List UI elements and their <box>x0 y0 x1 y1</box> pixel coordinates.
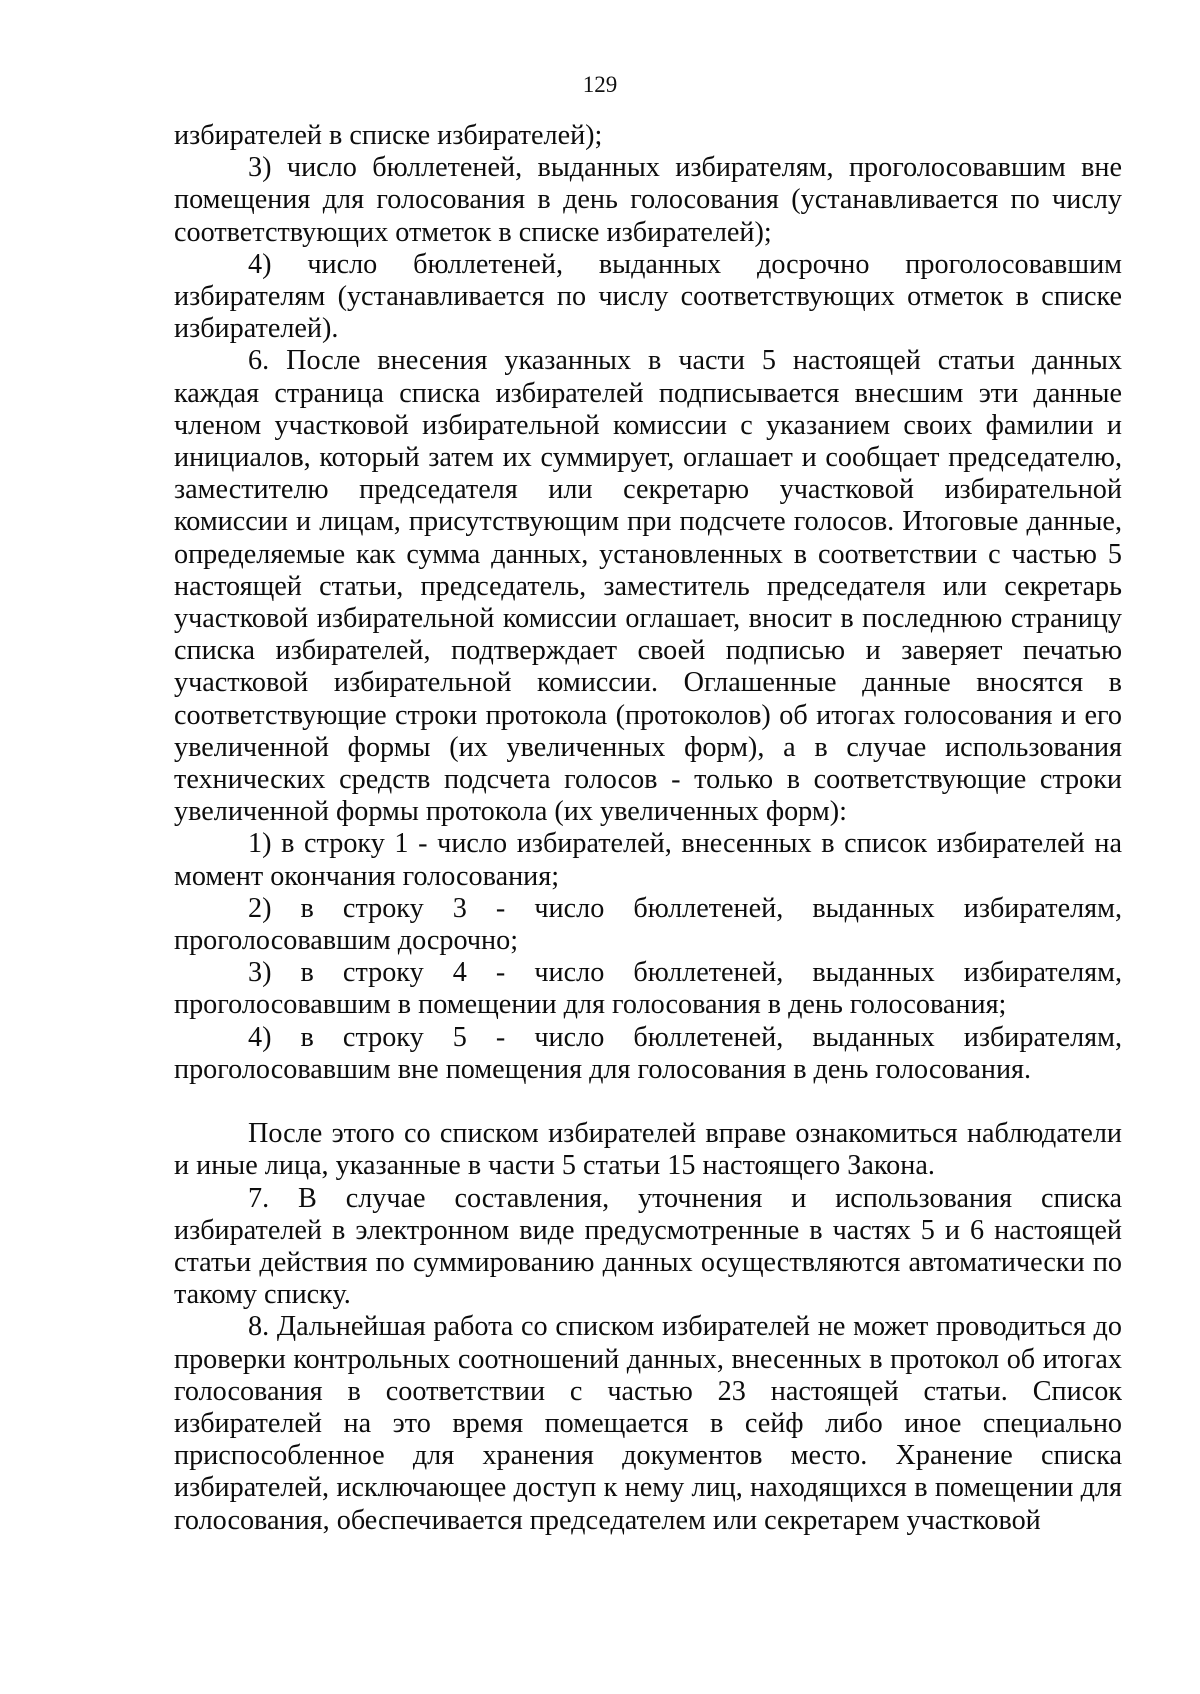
list-item-line-3: 2) в строку 3 - число бюллетеней, выданных избирателям, проголосовавшим досрочно; <box>174 892 1122 957</box>
list-item-line-1: 1) в строку 1 - число избирателей, внесенных в список избирателей на момент окончания голосования; <box>174 828 1122 892</box>
list-item-3: 3) число бюллетеней, выданных избирателям, проголосовавшим вне помещения для голосования в день голосования (устанавливается по числу соответствующих отметок в списке избирателей); <box>174 152 1122 248</box>
document-body <box>174 120 1122 1537</box>
paragraph-observers: После этого со списком избирателей вправе ознакомиться наблюдатели и иные лица, указанные в части 5 статьи 15 настоящего Закона. <box>174 1118 1122 1182</box>
paragraph-continuation: избирателей в списке избирателей); <box>174 120 603 151</box>
paragraph-section-8: 8. Дальнейшая работа со списком избирателей не может проводиться до проверки контрольных соотношений данных, внесенных в протокол об итогах голосования в соответствии с частью 23 настоящей статьи. Список избирателей на это время помещается в сейф либо иное специально приспособленное для хранения документов место. Хранение списка избирателей, исключающее доступ к нему лиц, находящихся в помещении для голосования, обеспечивается председателем или секретарем участковой <box>174 1311 1122 1536</box>
paragraph-section-7: 7. В случае составления, уточнения и использования списка избирателей в электронном виде предусмотренные в частях 5 и 6 настоящей статьи действия по суммированию данных осуществляются автоматически по такому списку. <box>174 1182 1122 1311</box>
list-item-4: 4) число бюллетеней, выданных досрочно проголосовавшим избирателям (устанавливается по числу соответствующих отметок в списке избирателей). <box>174 248 1122 345</box>
page-number: 129 <box>582 72 618 97</box>
list-item-line-4: 3) в строку 4 - число бюллетеней, выданных избирателям, проголосовавшим в помещении для голосования в день голосования; <box>174 957 1122 1021</box>
list-item-line-5: 4) в строку 5 - число бюллетеней, выданных избирателям, проголосовавшим вне помещения для голосования в день голосования. <box>174 1021 1122 1085</box>
paragraph-section-6: 6. После внесения указанных в части 5 настоящей статьи данных каждая страница списка избирателей подписывается внесшим эти данные членом участковой избирательной комиссии с указанием своих фамилии и инициалов, который затем их суммирует, оглашает и сообщает председателю, заместителю председателя или секретарю участковой избирательной комиссии и лицам, присутствующим при подсчете голосов. Итоговые данные, определяемые как сумма данных, установленных в соответствии с частью 5 настоящей статьи, председатель, заместитель председателя или секретарь участковой избирательной комиссии оглашает, вносит в последнюю страницу списка избирателей, подтверждает своей подписью и заверяет печатью участковой избирательной комиссии. Оглашенные данные вносятся в соответствующие строки протокола (протоколов) об итогах голосования и его увеличенной формы (их увеличенных форм), а в случае использования технических средств подсчета голосов - только в соответствующие строки увеличенной формы протокола (их увеличенных форм): <box>174 345 1122 828</box>
